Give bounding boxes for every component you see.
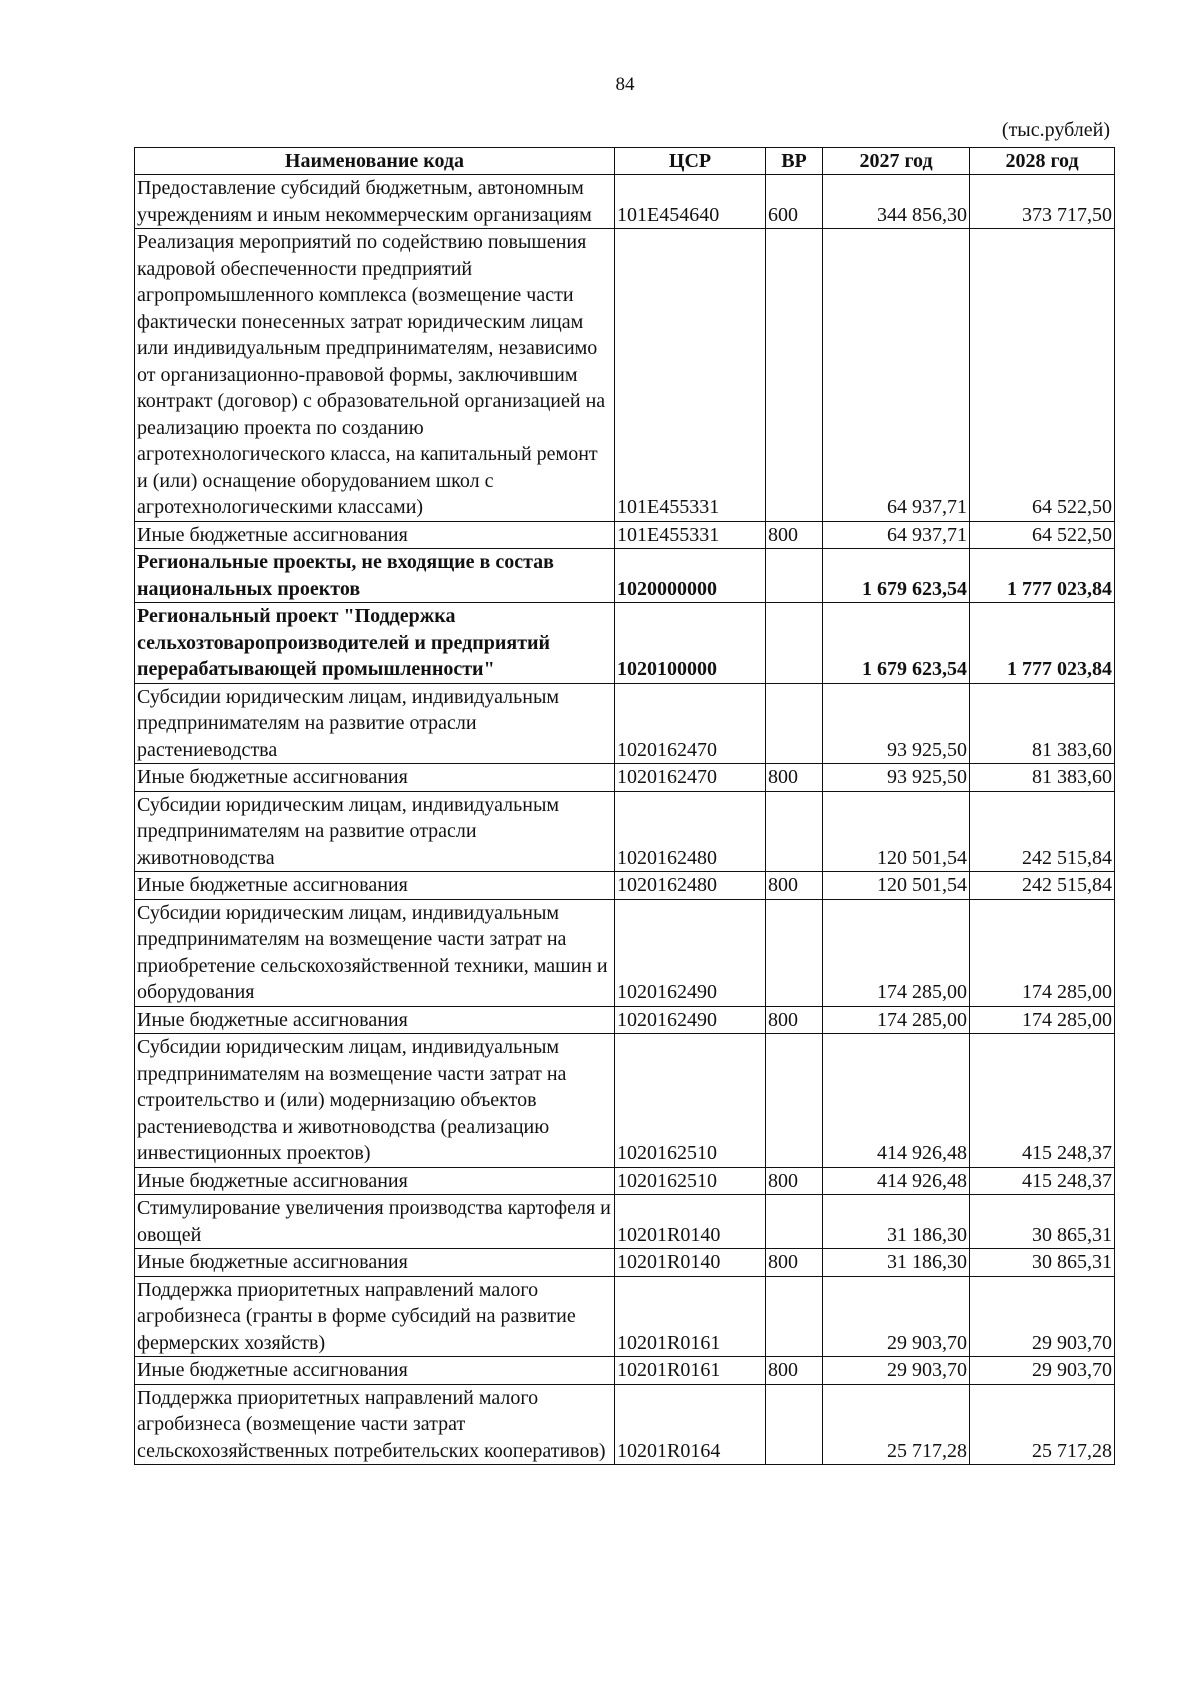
cell-vr: 600 [766, 175, 823, 229]
cell-csr: 10201R0164 [615, 1384, 766, 1465]
cell-2027: 174 285,00 [823, 899, 970, 1006]
cell-2028: 29 903,70 [970, 1357, 1115, 1385]
cell-2027: 31 186,30 [823, 1195, 970, 1249]
cell-vr: 800 [766, 1006, 823, 1034]
table-row [135, 899, 1115, 1006]
cell-vr [766, 229, 823, 522]
table-row [135, 1195, 1115, 1249]
table-row [135, 791, 1115, 872]
cell-2028: 1 777 023,84 [970, 549, 1115, 603]
cell-2027: 29 903,70 [823, 1357, 970, 1385]
table-row [135, 521, 1115, 549]
table-row [135, 603, 1115, 684]
cell-2027: 1 679 623,54 [823, 549, 970, 603]
cell-2028: 174 285,00 [970, 1006, 1115, 1034]
cell-2028: 30 865,31 [970, 1249, 1115, 1277]
header-2027: 2027 год [823, 148, 970, 175]
cell-csr: 10201R0161 [615, 1276, 766, 1357]
cell-csr: 1020162480 [615, 872, 766, 900]
cell-vr: 800 [766, 1249, 823, 1277]
header-2028: 2028 год [970, 148, 1115, 175]
cell-2028: 25 717,28 [970, 1384, 1115, 1465]
cell-name: Субсидии юридическим лицам, индивидуальным предпринимателям на развитие отрасли растениеводства [135, 683, 615, 764]
cell-name: Реализация мероприятий по содействию повышения кадровой обеспеченности предприятий агропромышленного комплекса (возмещение части фактически понесенных затрат юридическим лицам или индивидуальным предпринимателям, независимо от организационно-правовой формы, заключившим контракт (договор) с образовательной организацией на реализацию проекта по созданию агротехнологического класса, на капитальный ремонт и (или) оснащение оборудованием школ с агротехнологическими классами) [135, 229, 615, 522]
cell-vr [766, 1384, 823, 1465]
table-body [135, 175, 1115, 1465]
cell-2028: 81 383,60 [970, 683, 1115, 764]
cell-name: Иные бюджетные ассигнования [135, 1357, 615, 1385]
cell-name: Предоставление субсидий бюджетным, автономным учреждениям и иным некоммерческим организациям [135, 175, 615, 229]
cell-vr [766, 791, 823, 872]
cell-name: Региональный проект "Поддержка сельхозтоваропроизводителей и предприятий перерабатывающей промышленности" [135, 603, 615, 684]
cell-vr: 800 [766, 521, 823, 549]
header-csr: ЦСР [615, 148, 766, 175]
cell-2027: 31 186,30 [823, 1249, 970, 1277]
table-row [135, 683, 1115, 764]
cell-2028: 81 383,60 [970, 764, 1115, 792]
table-row [135, 175, 1115, 229]
cell-csr: 1020162490 [615, 1006, 766, 1034]
cell-2028: 29 903,70 [970, 1276, 1115, 1357]
cell-csr: 1020162480 [615, 791, 766, 872]
cell-csr: 10201R0140 [615, 1195, 766, 1249]
cell-2027: 64 937,71 [823, 229, 970, 522]
cell-2027: 29 903,70 [823, 1276, 970, 1357]
cell-2028: 64 522,50 [970, 521, 1115, 549]
header-vr: ВР [766, 148, 823, 175]
cell-name: Иные бюджетные ассигнования [135, 1006, 615, 1034]
cell-csr: 1020162470 [615, 683, 766, 764]
cell-name: Субсидии юридическим лицам, индивидуальным предпринимателям на возмещение части затрат на строительство и (или) модернизацию объектов растениеводства и животноводства (реализацию инвестиционных проектов) [135, 1034, 615, 1168]
table-header-row [135, 148, 1115, 175]
cell-2028: 415 248,37 [970, 1167, 1115, 1195]
cell-name: Поддержка приоритетных направлений малого агробизнеса (гранты в форме субсидий на развитие фермерских хозяйств) [135, 1276, 615, 1357]
cell-csr: 1020162510 [615, 1034, 766, 1168]
table-row [135, 872, 1115, 900]
table-row [135, 1357, 1115, 1385]
cell-csr: 1020162470 [615, 764, 766, 792]
unit-label: (тыс.рублей) [1001, 119, 1110, 141]
cell-2027: 93 925,50 [823, 683, 970, 764]
cell-vr [766, 603, 823, 684]
cell-name: Региональные проекты, не входящие в состав национальных проектов [135, 549, 615, 603]
table-row [135, 1034, 1115, 1168]
cell-name: Субсидии юридическим лицам, индивидуальным предпринимателям на развитие отрасли животноводства [135, 791, 615, 872]
cell-2028: 30 865,31 [970, 1195, 1115, 1249]
cell-name: Субсидии юридическим лицам, индивидуальным предпринимателям на возмещение части затрат на приобретение сельскохозяйственной техники, машин и оборудования [135, 899, 615, 1006]
header-name: Наименование кода [135, 148, 615, 175]
cell-csr: 101E454640 [615, 175, 766, 229]
cell-2027: 120 501,54 [823, 791, 970, 872]
cell-2028: 242 515,84 [970, 791, 1115, 872]
cell-vr [766, 549, 823, 603]
cell-vr [766, 899, 823, 1006]
table-row [135, 1384, 1115, 1465]
cell-2027: 1 679 623,54 [823, 603, 970, 684]
cell-vr: 800 [766, 764, 823, 792]
cell-vr: 800 [766, 872, 823, 900]
cell-2027: 414 926,48 [823, 1167, 970, 1195]
cell-2027: 414 926,48 [823, 1034, 970, 1168]
cell-csr: 10201R0140 [615, 1249, 766, 1277]
cell-2027: 344 856,30 [823, 175, 970, 229]
cell-csr: 1020100000 [615, 603, 766, 684]
cell-csr: 10201R0161 [615, 1357, 766, 1385]
cell-csr: 101E455331 [615, 521, 766, 549]
cell-2028: 174 285,00 [970, 899, 1115, 1006]
cell-name: Иные бюджетные ассигнования [135, 764, 615, 792]
cell-name: Стимулирование увеличения производства картофеля и овощей [135, 1195, 615, 1249]
cell-vr [766, 1276, 823, 1357]
cell-name: Иные бюджетные ассигнования [135, 1167, 615, 1195]
cell-2028: 242 515,84 [970, 872, 1115, 900]
cell-2028: 64 522,50 [970, 229, 1115, 522]
cell-name: Поддержка приоритетных направлений малого агробизнеса (возмещение части затрат сельскохозяйственных потребительских кооперативов) [135, 1384, 615, 1465]
cell-csr: 1020162510 [615, 1167, 766, 1195]
table-row [135, 1006, 1115, 1034]
cell-2027: 64 937,71 [823, 521, 970, 549]
cell-2028: 1 777 023,84 [970, 603, 1115, 684]
cell-csr: 1020000000 [615, 549, 766, 603]
page-number: 84 [615, 74, 635, 95]
cell-2028: 373 717,50 [970, 175, 1115, 229]
cell-2027: 93 925,50 [823, 764, 970, 792]
budget-table [134, 147, 1115, 1465]
cell-name: Иные бюджетные ассигнования [135, 521, 615, 549]
cell-vr: 800 [766, 1167, 823, 1195]
cell-vr [766, 683, 823, 764]
cell-2027: 120 501,54 [823, 872, 970, 900]
cell-vr [766, 1034, 823, 1168]
cell-csr: 101E455331 [615, 229, 766, 522]
table-row [135, 1276, 1115, 1357]
table-row [135, 764, 1115, 792]
cell-vr: 800 [766, 1357, 823, 1385]
table-row [135, 549, 1115, 603]
cell-2027: 174 285,00 [823, 1006, 970, 1034]
cell-name: Иные бюджетные ассигнования [135, 1249, 615, 1277]
cell-2028: 415 248,37 [970, 1034, 1115, 1168]
cell-2027: 25 717,28 [823, 1384, 970, 1465]
table-row [135, 1249, 1115, 1277]
cell-csr: 1020162490 [615, 899, 766, 1006]
cell-name: Иные бюджетные ассигнования [135, 872, 615, 900]
table-row [135, 229, 1115, 522]
cell-vr [766, 1195, 823, 1249]
table-row [135, 1167, 1115, 1195]
